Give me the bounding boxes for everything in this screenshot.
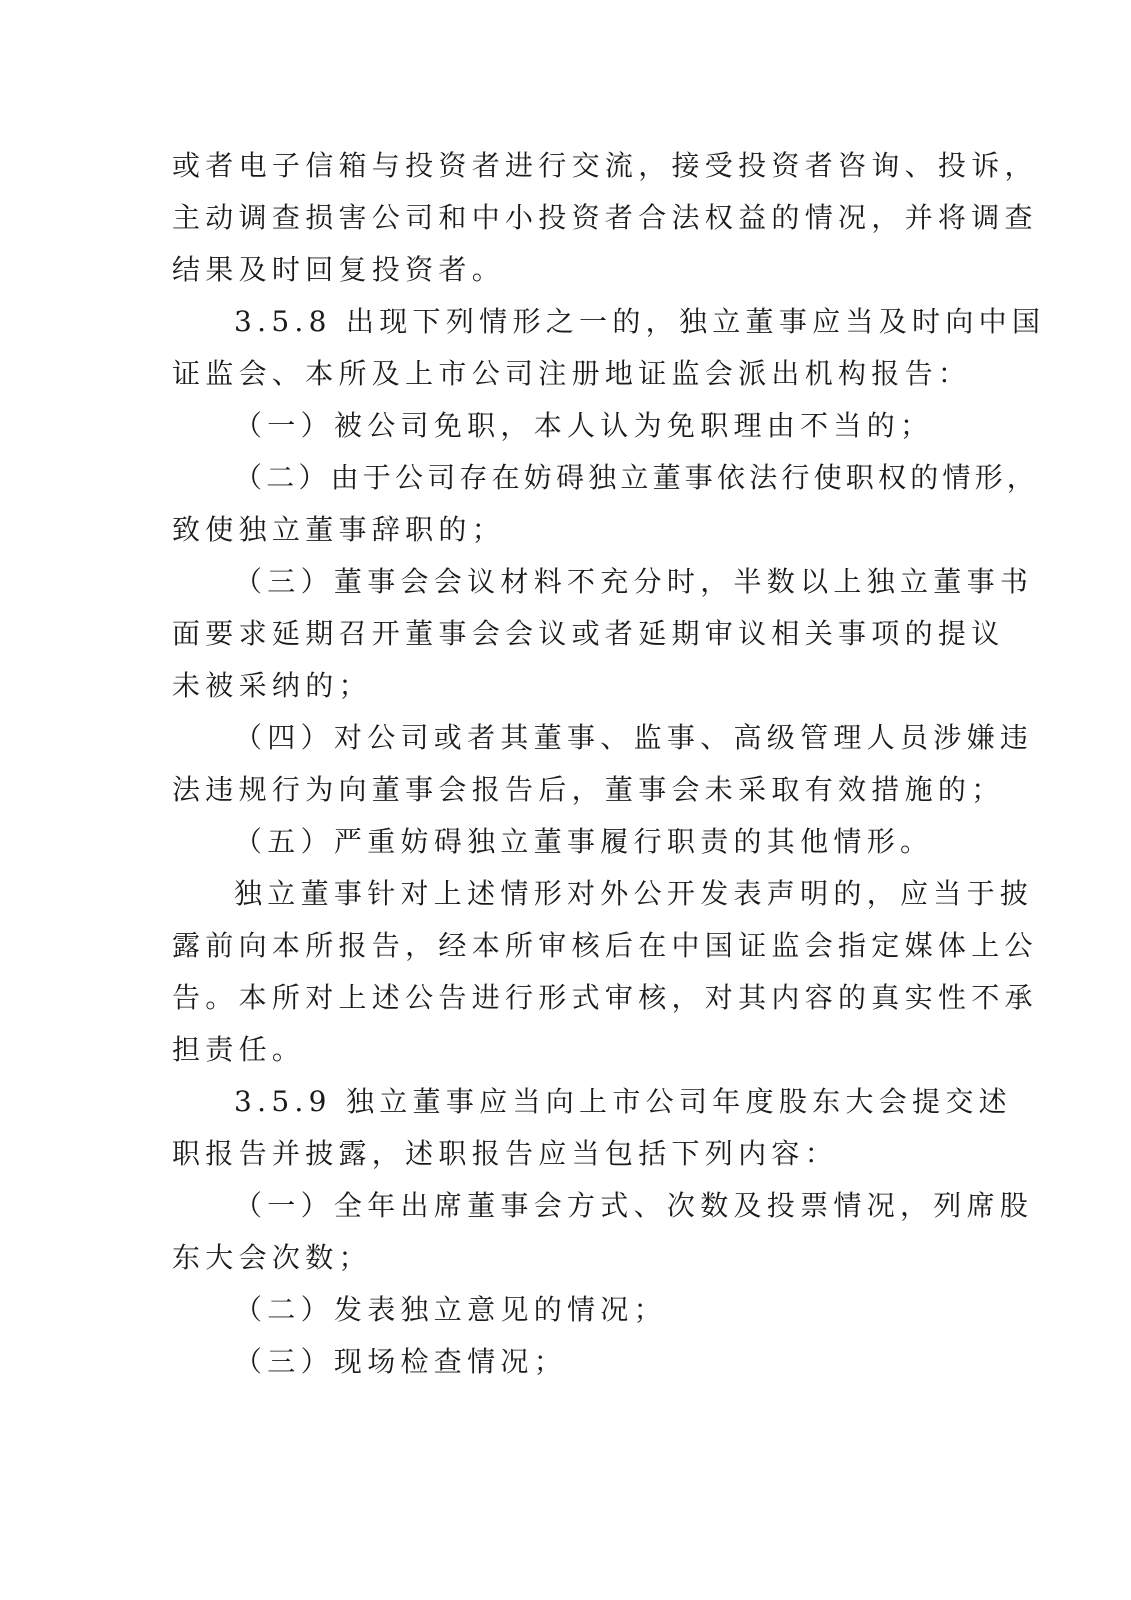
text-line: 主动调查损害公司和中小投资者合法权益的情况，并将调查: [172, 201, 1038, 234]
text-line: 东大会次数；: [172, 1241, 372, 1274]
text-line: 担责任。: [172, 1033, 306, 1066]
text-line: 露前向本所报告，经本所审核后在中国证监会指定媒体上公: [172, 929, 1038, 962]
text-line: 法违规行为向董事会报告后，董事会未采取有效措施的；: [172, 773, 1005, 806]
list-item: （五）严重妨碍独立董事履行职责的其他情形。: [234, 825, 934, 858]
body-text: [172, 140, 1046, 1388]
list-item: （二）由于公司存在妨碍独立董事依法行使职权的情形，: [234, 461, 1040, 494]
text-line: 面要求延期召开董事会会议或者延期审议相关事项的提议: [172, 617, 1005, 650]
text-line: 告。本所对上述公告进行形式审核，对其内容的真实性不承: [172, 981, 1038, 1014]
list-item: （三）董事会会议材料不充分时，半数以上独立董事书: [234, 565, 1034, 598]
clause-heading-3-5-8: 3.5.8 出现下列情形之一的，独立董事应当及时向中国: [234, 305, 1046, 338]
text-line: 未被采纳的；: [172, 669, 372, 702]
clause-heading-3-5-9: 3.5.9 独立董事应当向上市公司年度股东大会提交述: [234, 1085, 1012, 1118]
list-item: （三）现场检查情况；: [234, 1345, 568, 1378]
text-line: 致使独立董事辞职的；: [172, 513, 506, 546]
list-item: （四）对公司或者其董事、监事、高级管理人员涉嫌违: [234, 721, 1034, 754]
text-line: 结果及时回复投资者。: [172, 253, 506, 286]
list-item: （一）被公司免职，本人认为免职理由不当的；: [234, 409, 934, 442]
text-line: 或者电子信箱与投资者进行交流，接受投资者咨询、投诉，: [172, 149, 1038, 182]
paragraph-start: 独立董事针对上述情形对外公开发表声明的，应当于披: [234, 877, 1034, 910]
list-item: （二）发表独立意见的情况；: [234, 1293, 667, 1326]
text-line: 职报告并披露，述职报告应当包括下列内容：: [172, 1137, 839, 1170]
list-item: （一）全年出席董事会方式、次数及投票情况，列席股: [234, 1189, 1034, 1222]
text-line: 证监会、本所及上市公司注册地证监会派出机构报告：: [172, 357, 972, 390]
